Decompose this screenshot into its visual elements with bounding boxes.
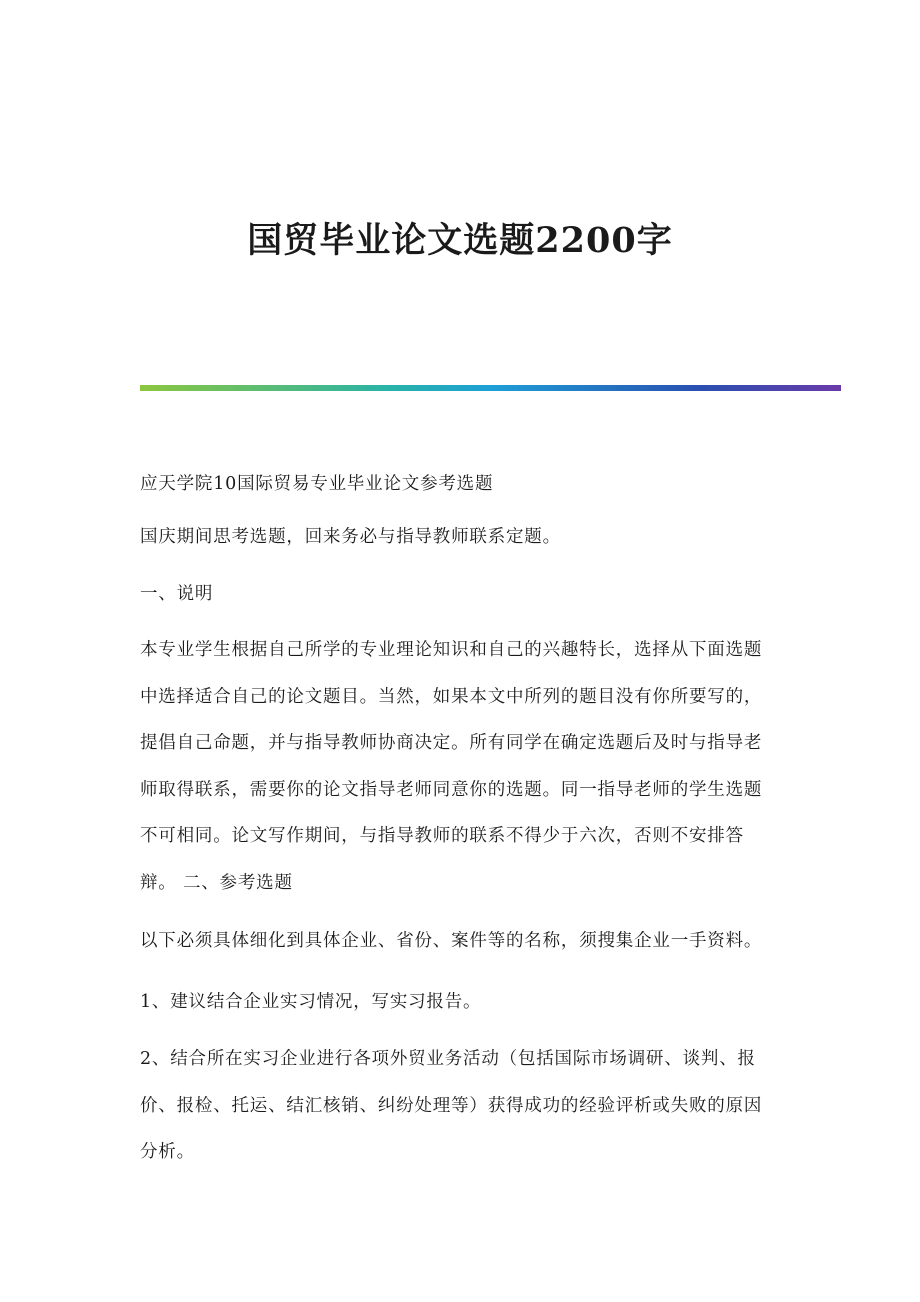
topic-item-2: 2、结合所在实习企业进行各项外贸业务活动（包括国际市场调研、谈判、报价、报检、托运、结汇核销、纠纷处理等）获得成功的经验评析或失败的原因分析。: [140, 1049, 763, 1162]
title-divider: [140, 385, 841, 391]
section-heading-explanation: 一、说明: [140, 584, 214, 604]
topic-item-1: 1、建议结合企业实习情况，写实习报告。: [140, 992, 482, 1012]
paragraph-notice: 国庆期间思考选题，回来务必与指导教师联系定题。: [140, 527, 561, 547]
document-title: 国贸毕业论文选题2200字: [247, 220, 673, 261]
paragraph-explanation: 本专业学生根据自己所学的专业理论知识和自己的兴趣特长，选择从下面选题中选择适合自己的论文题目。当然，如果本文中所列的题目没有你所要写的，提倡自己命题，并与指导教师协商决定。所有同学在确定选题后及时与指导老师取得联系，需要你的论文指导老师同意你的选题。同一指导老师的学生选题不可相同。论文写作期间，与指导教师的联系不得少于六次，否则不安排答辩。 二、参考选题: [140, 640, 763, 893]
paragraph-course-heading: 应天学院10国际贸易专业毕业论文参考选题: [140, 474, 494, 494]
paragraph-requirement: 以下必须具体细化到具体企业、省份、案件等的名称，须搜集企业一手资料。: [140, 931, 763, 951]
